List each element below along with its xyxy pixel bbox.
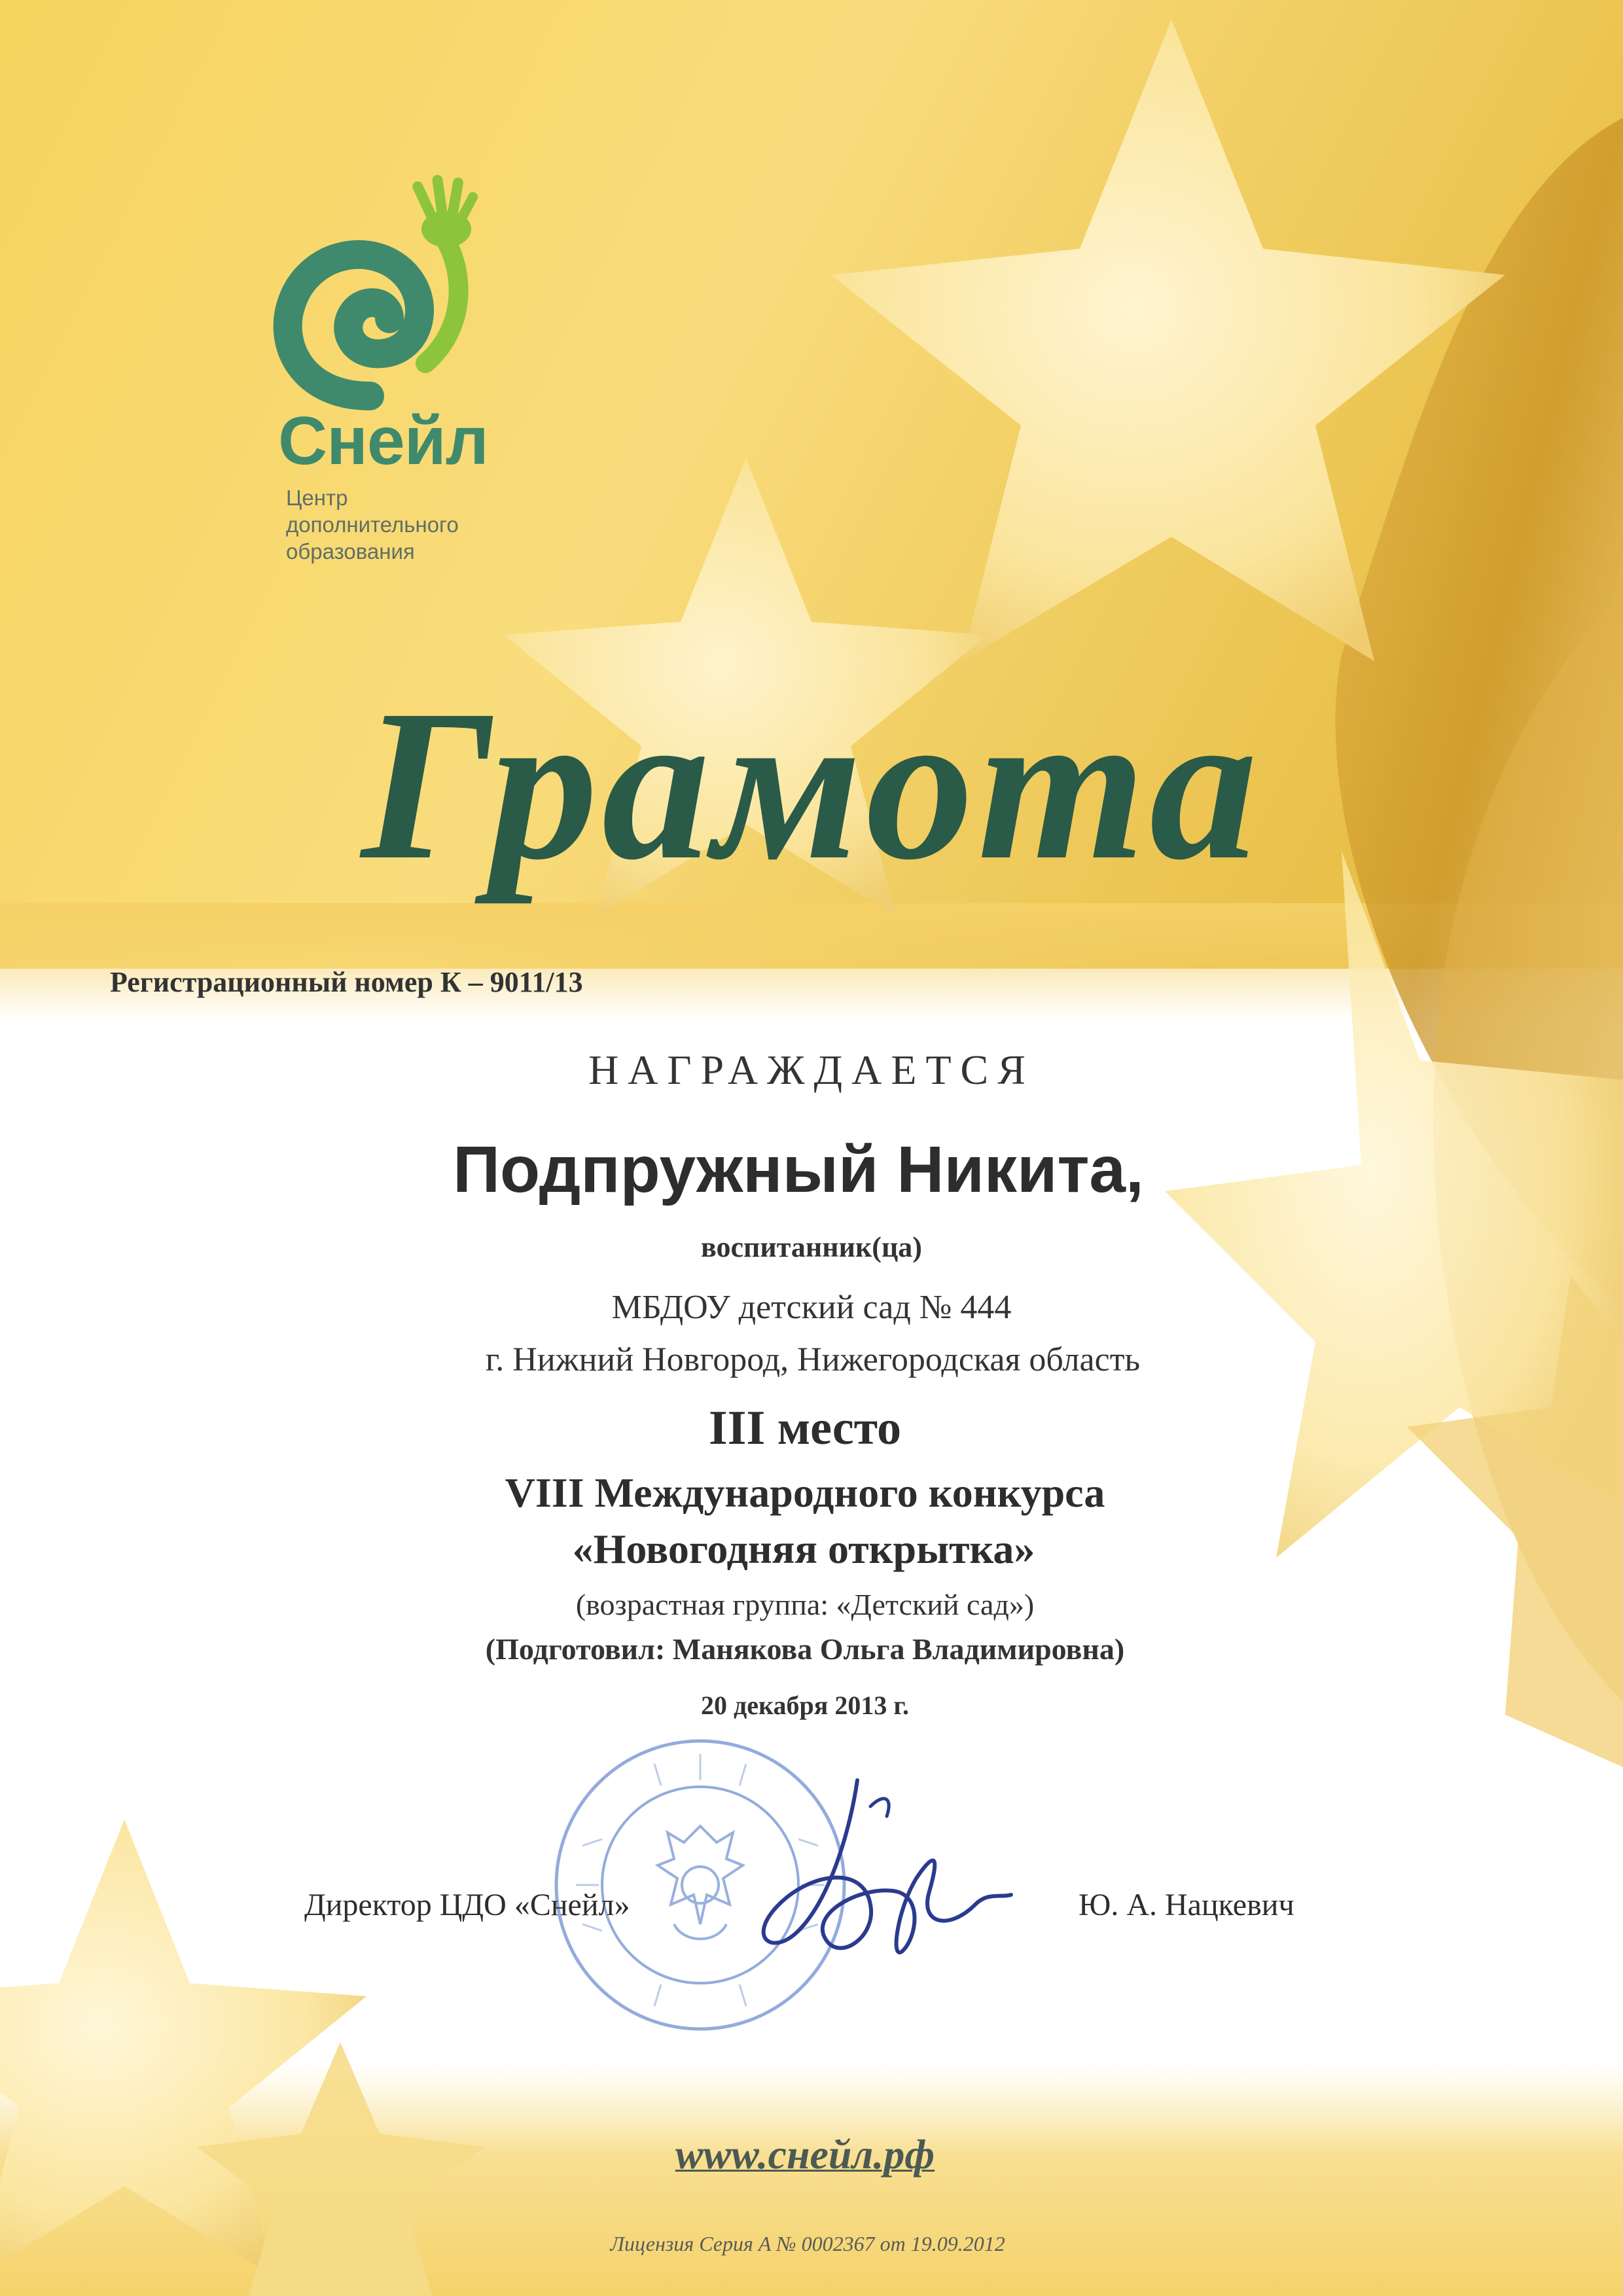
prepared-by: (Подготовил: Манякова Ольга Владимировна) bbox=[485, 1632, 1125, 1666]
license-info: Лицензия Серия А № 0002367 от 19.09.2012 bbox=[610, 2232, 1005, 2255]
awarded-label: НАГРАЖДАЕТСЯ bbox=[588, 1047, 1035, 1093]
director-label: Директор ЦДО «Снейл» bbox=[304, 1888, 630, 1922]
logo-subtitle-line: образования bbox=[286, 539, 415, 564]
contest-name: «Новогодняя открытка» bbox=[572, 1526, 1035, 1572]
director-name: Ю. А. Нацкевич bbox=[1079, 1888, 1294, 1922]
registration-number: Регистрационный номер К – 9011/13 bbox=[110, 966, 583, 998]
award-date: 20 декабря 2013 г. bbox=[701, 1691, 909, 1720]
logo-subtitle-line: дополнительного bbox=[286, 512, 459, 537]
pupil-label: воспитанник(ца) bbox=[701, 1231, 922, 1263]
website-link[interactable]: www.снейл.рф bbox=[675, 2131, 935, 2178]
institution: МБДОУ детский сад № 444 bbox=[611, 1289, 1012, 1326]
age-group: (возрастная группа: «Детский сад») bbox=[575, 1588, 1035, 1621]
logo-name: Снейл bbox=[278, 403, 488, 479]
logo-subtitle-line: Центр bbox=[286, 486, 348, 510]
place: III место bbox=[708, 1401, 902, 1455]
director-signature bbox=[753, 1767, 1014, 1983]
certificate-title: Грамота bbox=[361, 666, 1262, 905]
contest-line-1: VIII Международного конкурса bbox=[505, 1469, 1105, 1516]
location: г. Нижний Новгород, Нижегородская область bbox=[485, 1341, 1141, 1378]
recipient-name: Подпружный Никита, bbox=[453, 1133, 1144, 1206]
logo-subtitle bbox=[286, 484, 495, 565]
